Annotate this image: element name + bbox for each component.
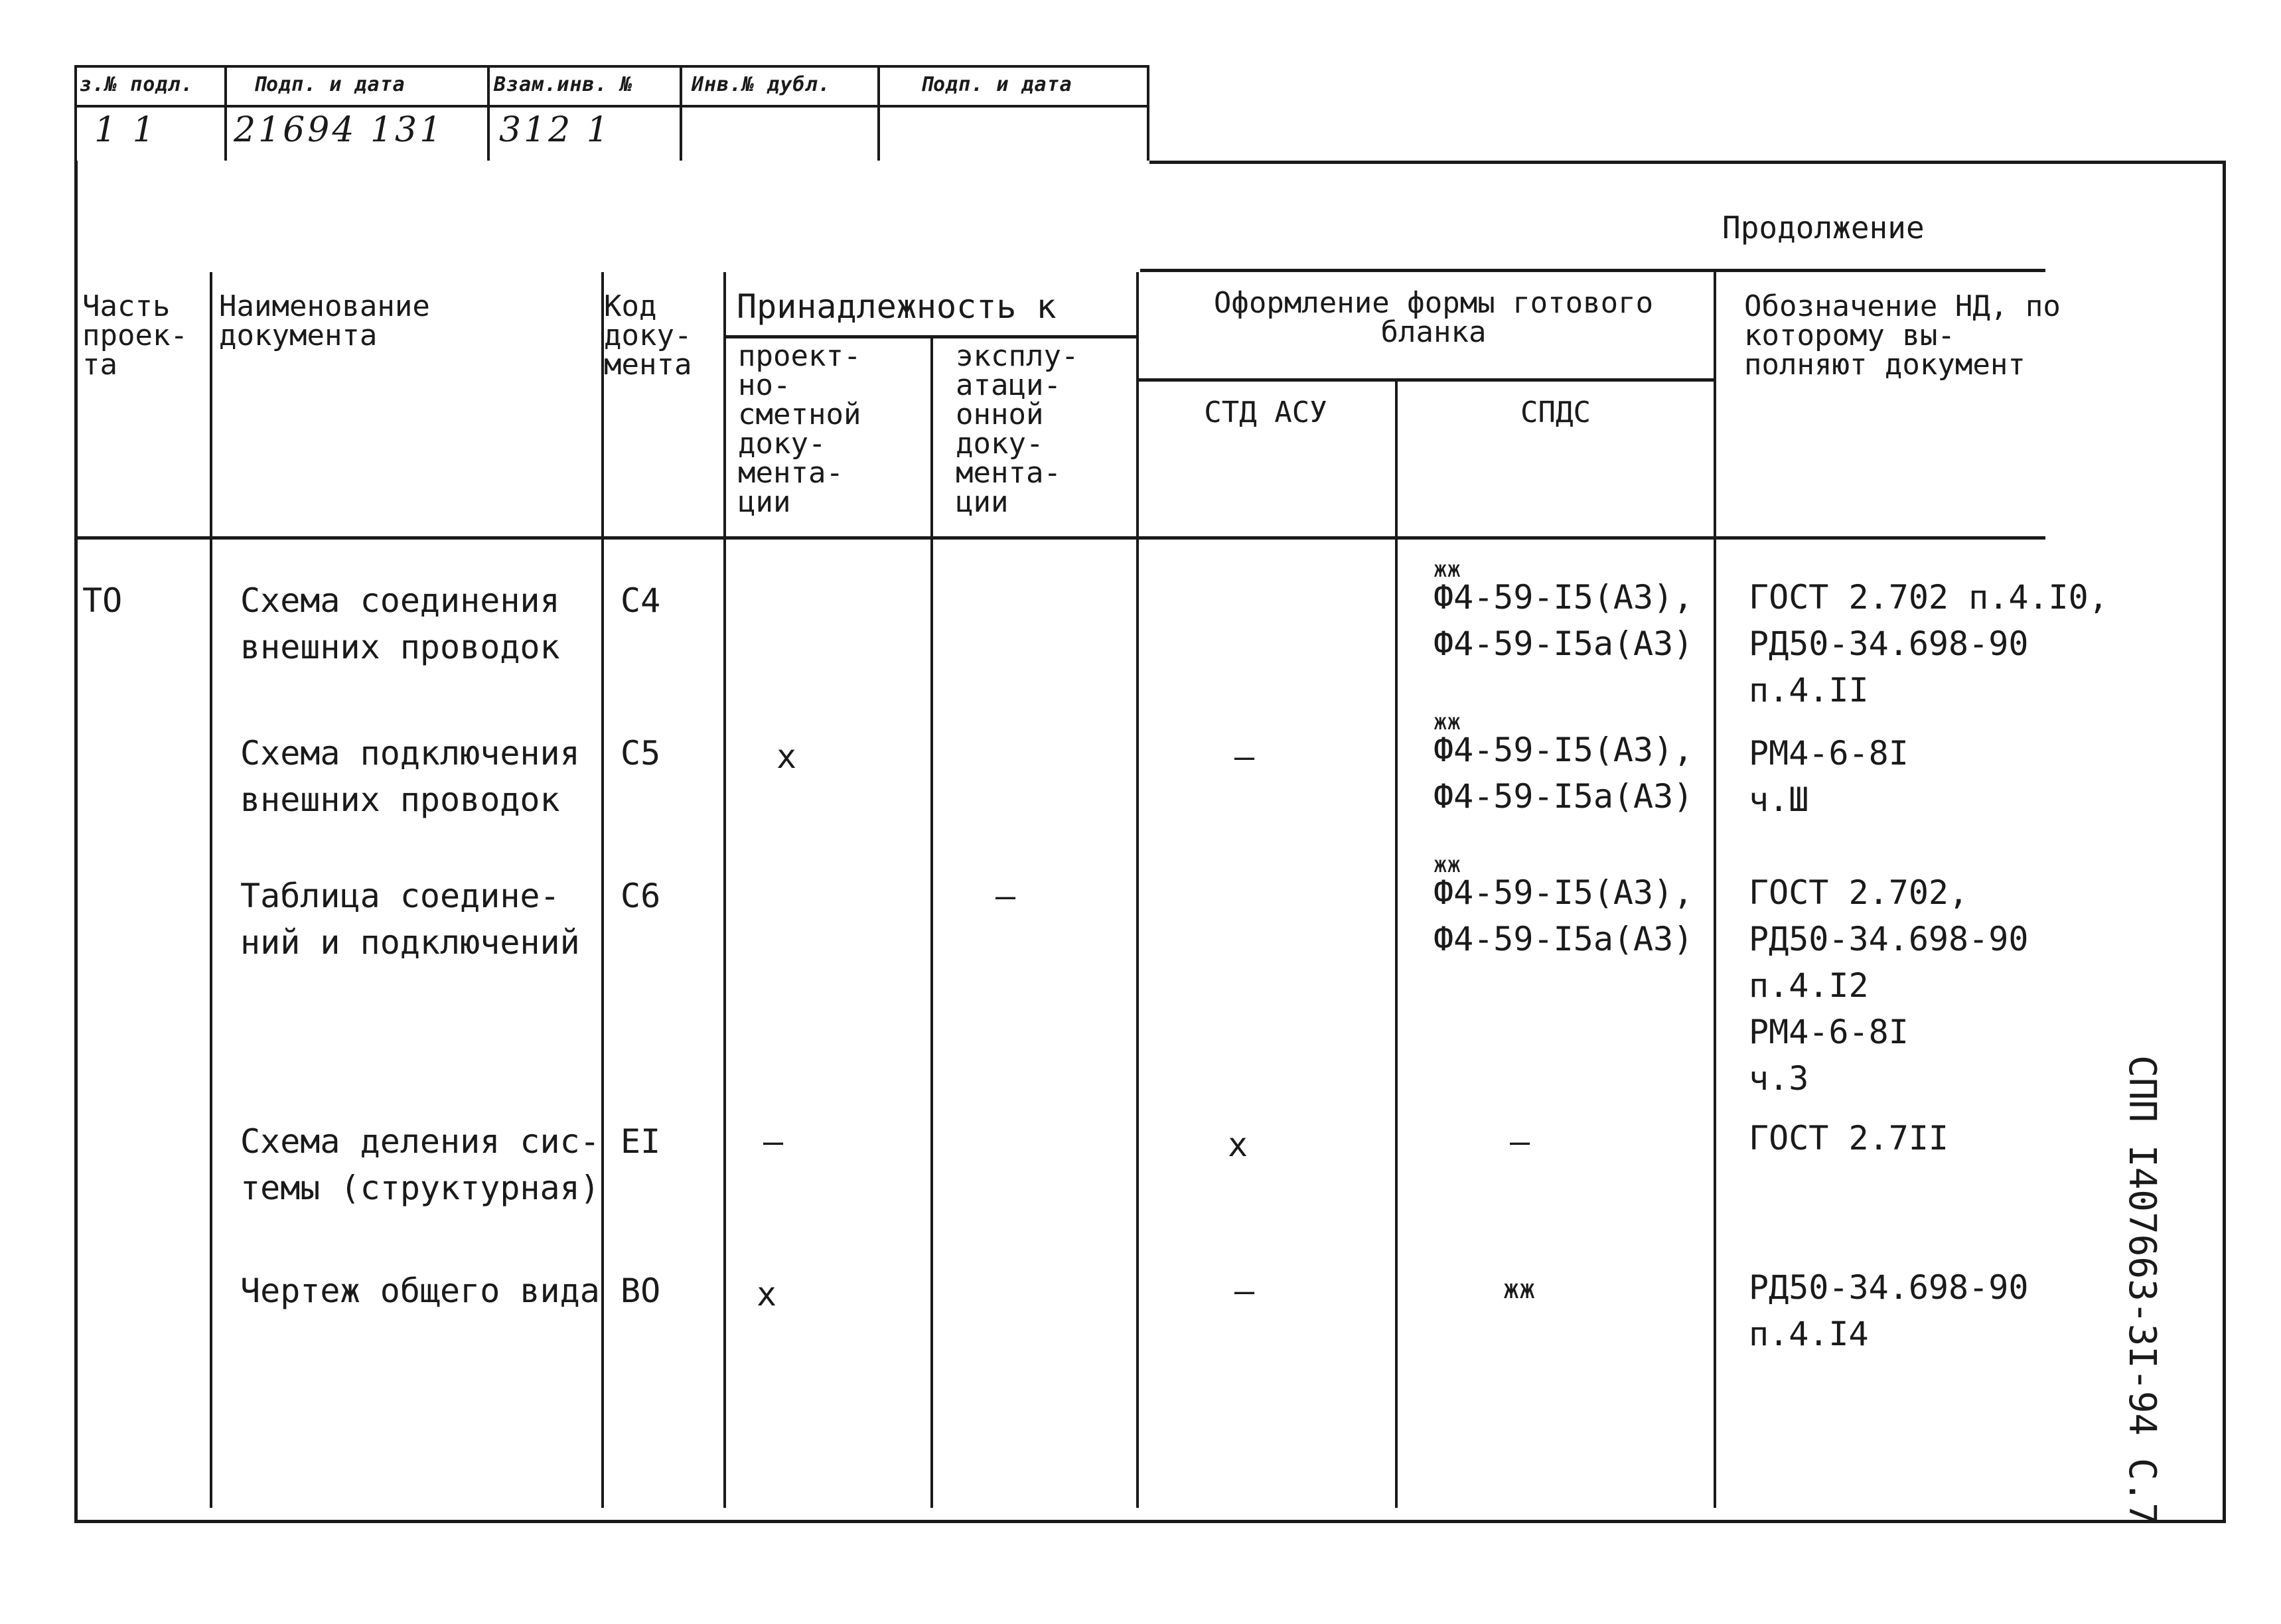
column-divider [1395,380,1398,1508]
row-name: ний и подключений [240,923,580,962]
row-nd: п.4.I4 [1749,1315,1869,1353]
row-nd: п.4.II [1749,671,1869,709]
header-name: Наименование документа [219,289,430,352]
header-top-rule [1140,269,2045,272]
row-name: внешних проводок [240,780,560,819]
header-part: Часть проек- та [82,289,188,382]
form-sub-rule [1136,378,1714,382]
row-project: х [776,737,797,776]
side-document-code: СПП I407663-3I-94 С.7 [2120,1055,2164,1526]
row-nd: ч.Ш [1749,780,1809,819]
row-name: внешних проводок [240,628,560,666]
row-spds: Ф4-59-I5а(А3) [1434,777,1694,816]
row-nd: РД50-34.698-90 [1749,1268,2029,1307]
header-code: Код доку- мента [604,289,692,382]
header-nd: Обозначение НД, по которому вы- полняют документ [1744,289,2061,382]
column-divider [210,272,212,1508]
header-form-std: СТД АСУ [1204,396,1327,429]
stamp-value: 1 1 [94,110,157,150]
stamp-header: Подп. и дата [920,73,1072,96]
stamp-table [74,65,1149,161]
stamp-header: Инв.№ дубл. [692,73,831,96]
row-project: х [757,1275,777,1313]
stamp-divider [224,65,227,161]
header-belongs-operation: эксплу- атаци- онной доку- мента- ции [956,339,1079,519]
row-spds: Ф4-59-I5(А3), [1434,578,1694,617]
row-nd: ГОСТ 2.702, [1749,873,1969,912]
header-belongs: Принадлежность к [737,287,1057,326]
row-project: – [763,1122,784,1161]
continuation-label: Продолжение [1722,210,1925,246]
row-code: С5 [621,734,661,773]
stamp-header: з.№ подл. [80,73,194,96]
row-nd: РМ4-6-8I [1749,734,1909,773]
row-spds-mark: жж [1503,1274,1536,1305]
row-name: Таблица соедине- [240,877,560,915]
row-name: Схема соединения [240,581,560,620]
row-spds: – [1510,1122,1530,1161]
stamp-value: 312 1 [499,110,611,150]
stamp-divider [74,65,77,161]
row-name: Чертеж общего вида [240,1272,600,1310]
header-bottom-rule [74,536,2045,540]
row-std: х [1228,1126,1248,1164]
row-code: С6 [621,877,661,915]
column-divider [601,272,604,1508]
row-nd: п.4.I2 [1749,966,1869,1005]
stamp-header: Подп. и дата [254,73,405,96]
header-belongs-project: проект- но- сметной доку- мента- ции [738,339,861,519]
stamp-divider [1147,65,1149,161]
row-spds: Ф4-59-I5а(А3) [1434,625,1694,663]
row-std: – [1234,737,1255,776]
row-nd: РД50-34.698-90 [1749,625,2029,663]
row-nd: РД50-34.698-90 [1749,920,2029,958]
stamp-value: 21694 131 [234,110,445,150]
row-operation: – [995,877,1016,915]
stamp-divider [487,65,490,161]
row-code: ВО [621,1272,661,1310]
stamp-mid-rule [74,105,1149,108]
row-nd: ч.3 [1749,1059,1809,1098]
row-spds: Ф4-59-I5(А3), [1434,731,1694,769]
stamp-top-rule [74,65,1149,68]
page-frame-top [1149,161,2223,164]
row-spds: Ф4-59-I5(А3), [1434,873,1694,912]
row-std: – [1234,1272,1255,1310]
row-code: С4 [621,581,661,620]
column-divider [1136,272,1139,1508]
row-spds-mark: жж [1434,556,1461,583]
column-divider [930,337,933,1508]
row-name: Схема деления сис- [240,1122,600,1161]
row-name: темы (структурная) [240,1169,600,1207]
header-form-spds: СПДС [1520,396,1591,429]
row-spds-mark: жж [1434,709,1461,735]
row-nd: ГОСТ 2.7II [1749,1119,1949,1157]
stamp-header: Взам.инв. № [494,73,633,96]
column-divider [1714,272,1716,1508]
stamp-divider [877,65,880,161]
header-form: Оформление формы готового бланка [1213,286,1654,349]
belongs-sub-rule [723,335,1136,338]
row-name: Схема подключения [240,734,580,773]
column-divider [723,272,726,1508]
row-nd: ГОСТ 2.702 п.4.I0, [1749,578,2108,617]
stamp-divider [680,65,682,161]
row-code: ЕI [621,1122,661,1161]
row-part: ТО [82,581,123,620]
row-nd: РМ4-6-8I [1749,1013,1909,1051]
row-spds: Ф4-59-I5а(А3) [1434,920,1694,958]
row-spds-mark: жж [1434,851,1461,878]
